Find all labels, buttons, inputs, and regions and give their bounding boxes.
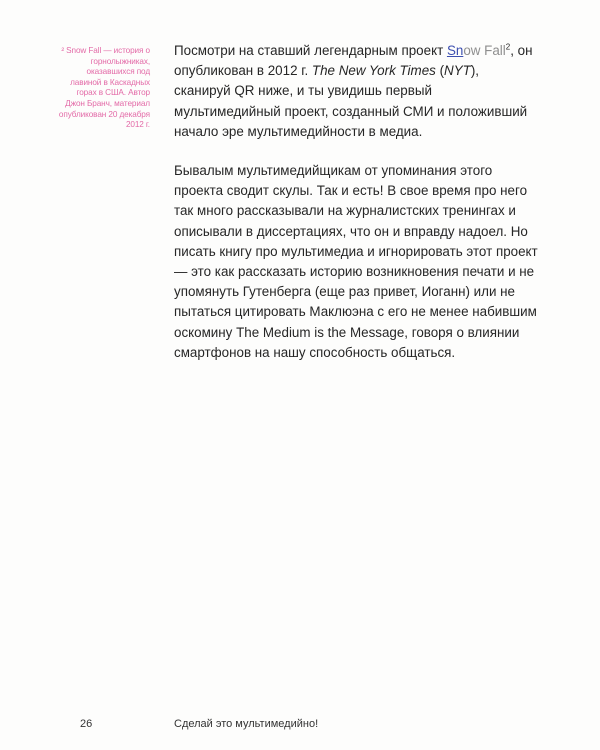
paragraph-2: Бывалым мультимедийщикам от упоминания этого проекта сводит скулы. Так и есть! В свое время про него так много рассказывали на журналистских тренингах и описывали в диссертациях, что он и вправду надоел. Но писать книгу про мультимедиа и игнорировать этот проект — это как рассказать историю возникновения печати и не упомянуть Гутенберга (еще раз привет, Иоганн) или не пытаться цитировать Маклюэна с его не менее набившим оскомину The Medium is the Message, говоря о влиянии смартфонов на нашу способность общаться. (174, 163, 538, 360)
snow-fall-link[interactable]: Sn (446, 43, 464, 58)
sidenote-marker: ² (61, 46, 64, 55)
p1-text-3: ( (435, 63, 445, 79)
footnote-ref-2: 2 (505, 42, 511, 52)
paragraph-1 (174, 41, 538, 142)
nyt-title: The New York Times (311, 63, 436, 79)
page-number: 26 (80, 718, 93, 730)
sidenote-footnote-2 (56, 46, 150, 131)
snow-fall-link-rest: ow Fall (463, 43, 506, 58)
main-text (174, 41, 538, 363)
nyt-abbr: NYT (444, 63, 471, 79)
running-footer-title: Сделай это мультимедийно! (174, 718, 319, 730)
p1-text-start: Посмотри на ставший легендарным проект (174, 43, 447, 58)
p1-text-end: ), сканируй QR ниже, и ты увидишь первый мультимедийный проект, созданный СМИ и положивший начало эре мультимедийности в медиа. (174, 63, 528, 139)
p1-text-2: , он опубликован в 2012 г. (174, 43, 533, 79)
sidenote-text: Snow Fall — история о горнолыжниках, оказавшихся под лавиной в Каскадных горах в США. Автор Джон Бранч, материал опубликован 20 декабря 2012 г. (58, 46, 150, 130)
